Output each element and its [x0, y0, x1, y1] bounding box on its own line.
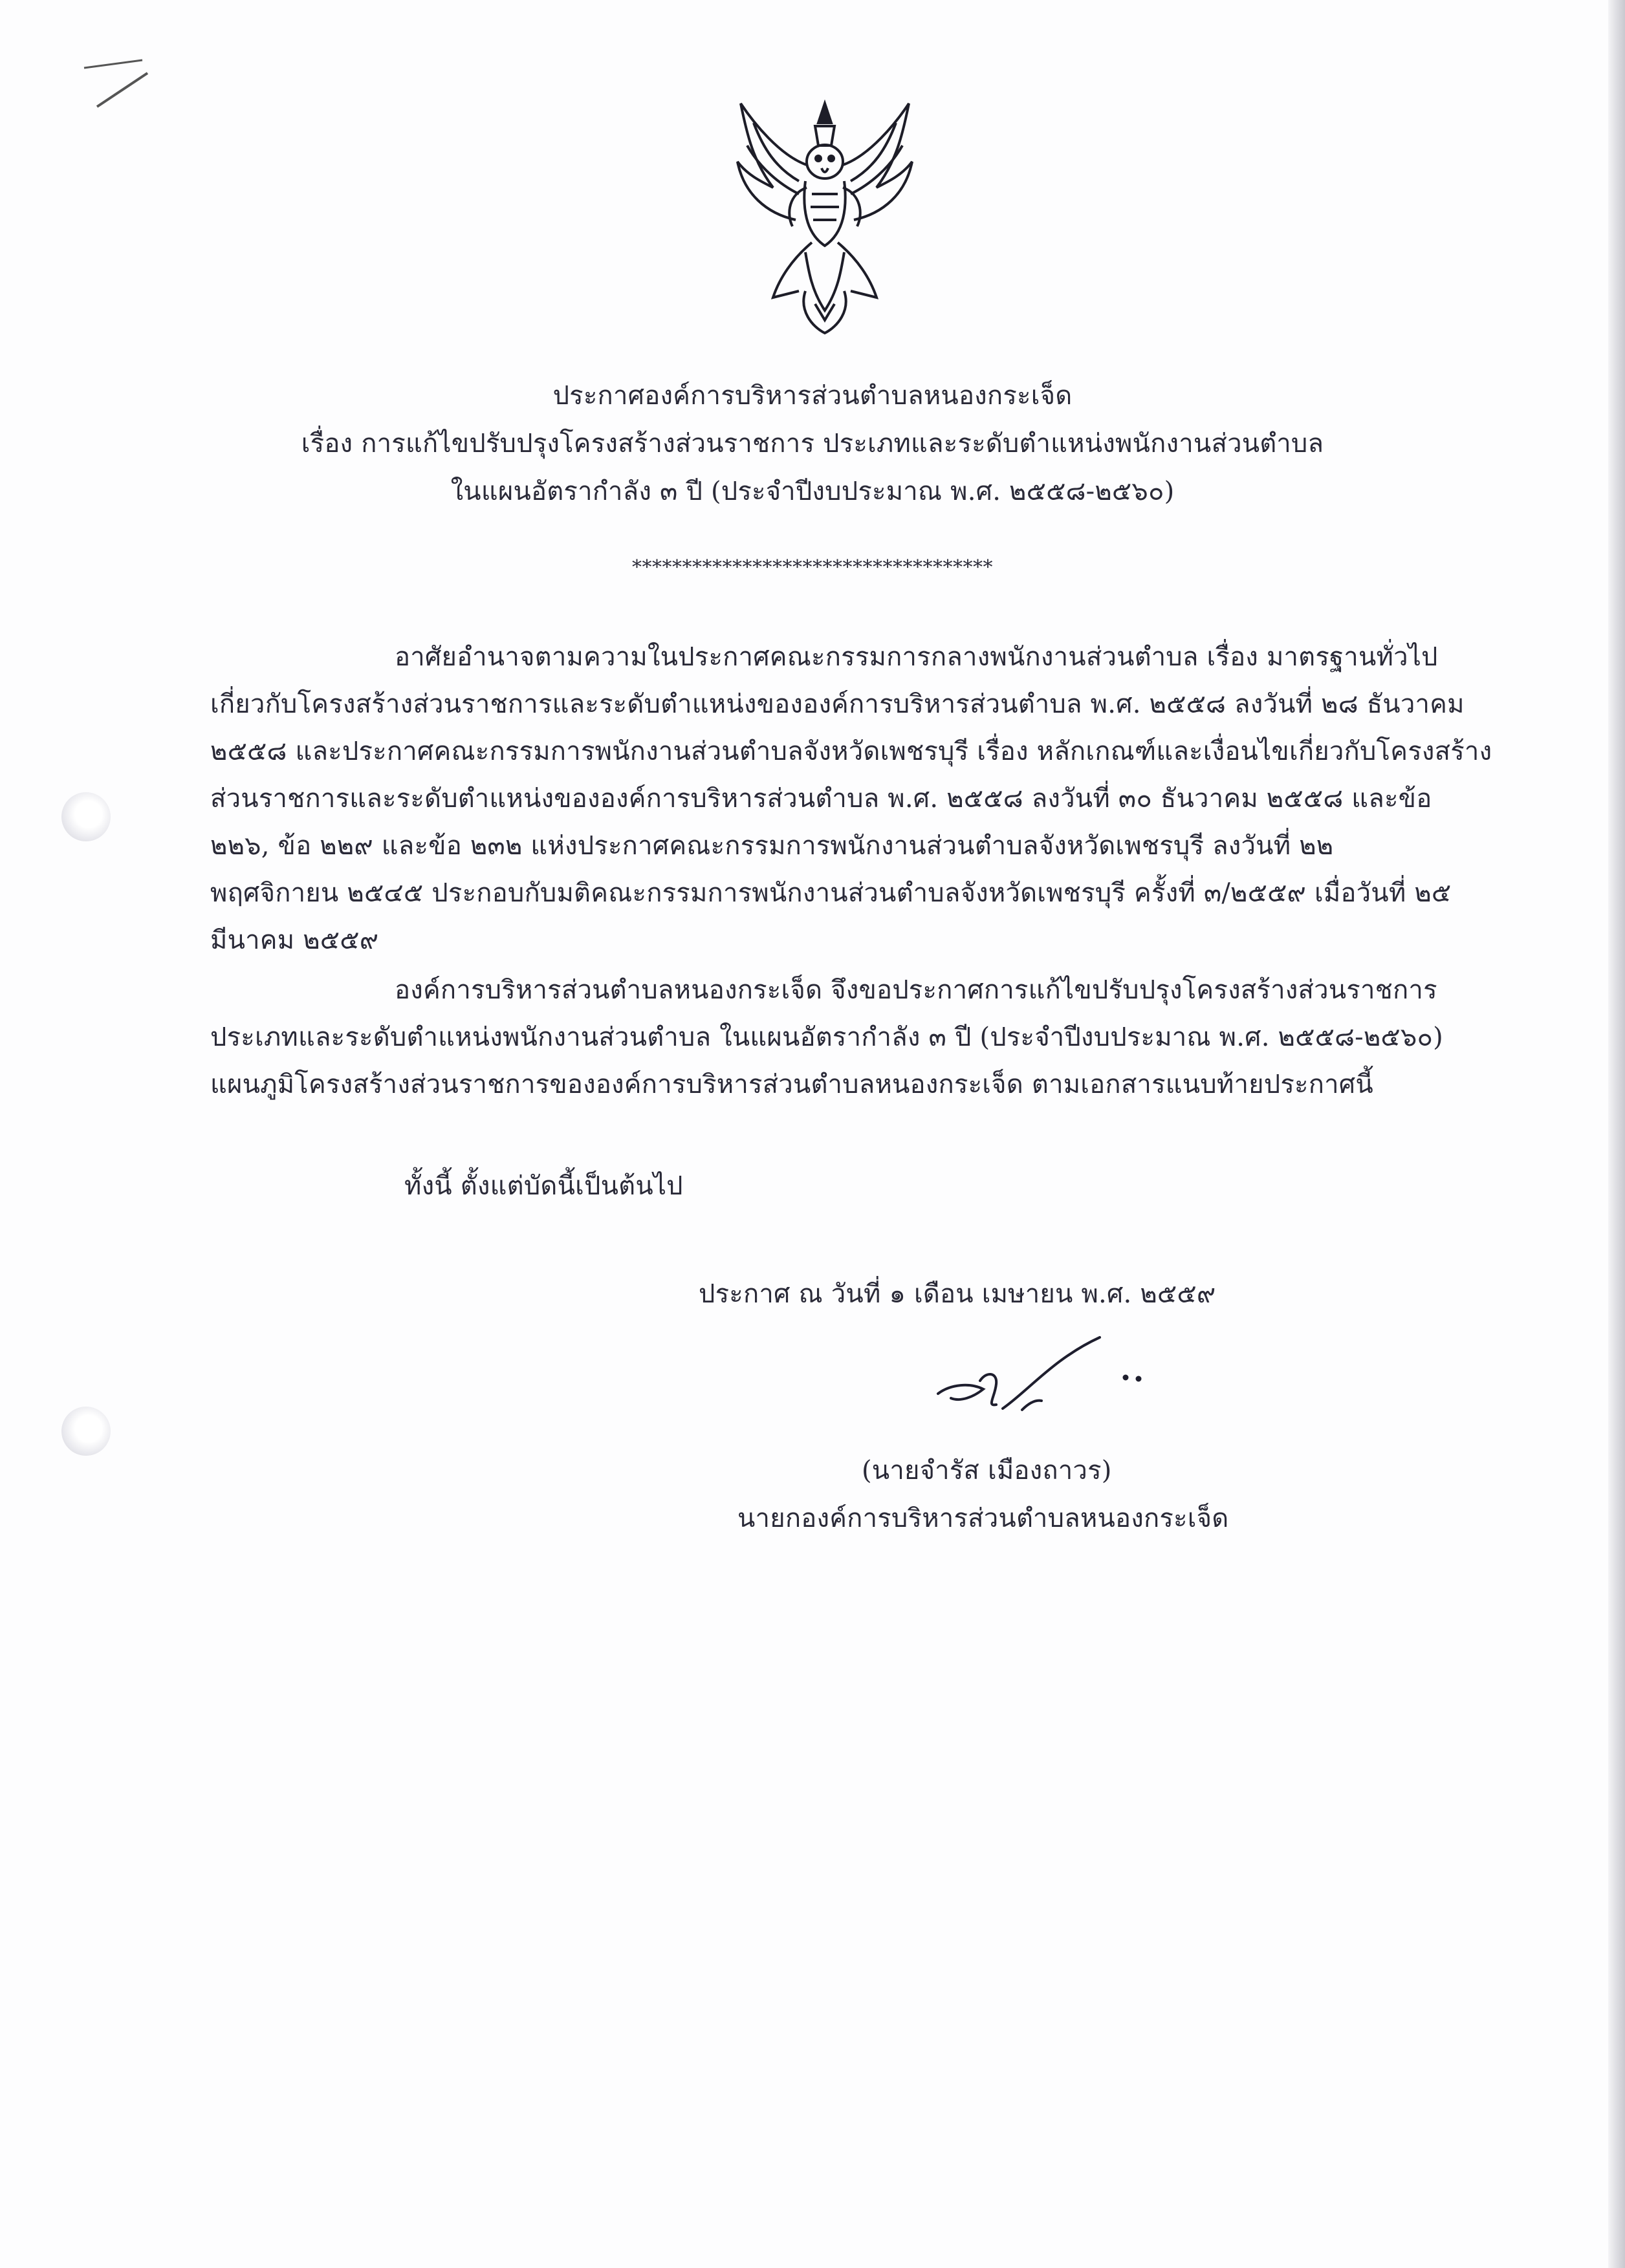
paragraph1-line7: มีนาคม ๒๕๕๙	[210, 925, 379, 955]
effective-statement: ทั้งนี้ ตั้งแต่บัดนี้เป็นต้นไป	[404, 1171, 683, 1201]
punch-hole-top	[61, 792, 111, 841]
announcement-date: ประกาศ ณ วันที่ ๑ เดือน เมษายน พ.ศ. ๒๕๕๙	[699, 1279, 1216, 1309]
paragraph1-line3: ๒๕๕๘ และประกาศคณะกรรมการพนักงานส่วนตำบลจังหวัดเพชรบุรี เรื่อง หลักเกณฑ์และเงื่อนไขเกี่ยวกับโครงสร้าง	[210, 737, 1492, 766]
garuda-emblem-icon	[728, 97, 922, 336]
paragraph1-line2: เกี่ยวกับโครงสร้างส่วนราชการและระดับตำแหน่งขององค์การบริหารส่วนตำบล พ.ศ. ๒๕๕๘ ลงวันที่ ๒๘ ธันวาคม	[210, 689, 1465, 719]
paragraph1-line6: พฤศจิกายน ๒๕๔๕ ประกอบกับมติคณะกรรมการพนักงานส่วนตำบลจังหวัดเพชรบุรี ครั้งที่ ๓/๒๕๕๙ เมื่อวันที่ ๒๕	[210, 878, 1452, 908]
paragraph2-line1: องค์การบริหารส่วนตำบลหนองกระเจ็ด จึงขอประกาศการแก้ไขปรับปรุงโครงสร้างส่วนราชการ	[395, 975, 1437, 1005]
pen-mark-icon	[78, 55, 155, 120]
paragraph2-line3: แผนภูมิโครงสร้างส่วนราชการขององค์การบริหารส่วนตำบลหนองกระเจ็ด ตามเอกสารแนบท้ายประกาศนี้	[210, 1070, 1373, 1099]
separator-stars: ************************************	[632, 556, 993, 579]
signatory-position: นายกองค์การบริหารส่วนตำบลหนองกระเจ็ด	[737, 1504, 1229, 1533]
paragraph2-line2: ประเภทและระดับตำแหน่งพนักงานส่วนตำบล ในแผนอัตรากำลัง ๓ ปี (ประจำปีงบประมาณ พ.ศ. ๒๕๕๘-๒๕๖๐)	[210, 1022, 1443, 1052]
subject-line: เรื่อง การแก้ไขปรับปรุงโครงสร้างส่วนราชการ ประเภทและระดับตำแหน่งพนักงานส่วนตำบล	[301, 429, 1324, 459]
scan-edge-shadow	[1608, 0, 1625, 2268]
punch-hole-bottom	[61, 1407, 111, 1456]
handwritten-signature	[925, 1332, 1171, 1423]
paragraph1-line4: ส่วนราชการและระดับตำแหน่งขององค์การบริหารส่วนตำบล พ.ศ. ๒๕๕๘ ลงวันที่ ๓๐ ธันวาคม ๒๕๕๘ และข้อ	[210, 784, 1432, 814]
subject-line-2: ในแผนอัตรากำลัง ๓ ปี (ประจำปีงบประมาณ พ.ศ. ๒๕๕๘-๒๕๖๐)	[450, 477, 1175, 506]
announcement-title: ประกาศองค์การบริหารส่วนตำบลหนองกระเจ็ด	[552, 381, 1073, 411]
paragraph1-line5: ๒๒๖, ข้อ ๒๒๙ และข้อ ๒๓๒ แห่งประกาศคณะกรรมการพนักงานส่วนตำบลจังหวัดเพชรบุรี ลงวันที่ ๒๒	[210, 831, 1334, 861]
paragraph1-line1: อาศัยอำนาจตามความในประกาศคณะกรรมการกลางพนักงานส่วนตำบล เรื่อง มาตรฐานทั่วไป	[395, 642, 1438, 672]
signatory-name: (นายจำรัส เมืองถาวร)	[862, 1456, 1112, 1485]
